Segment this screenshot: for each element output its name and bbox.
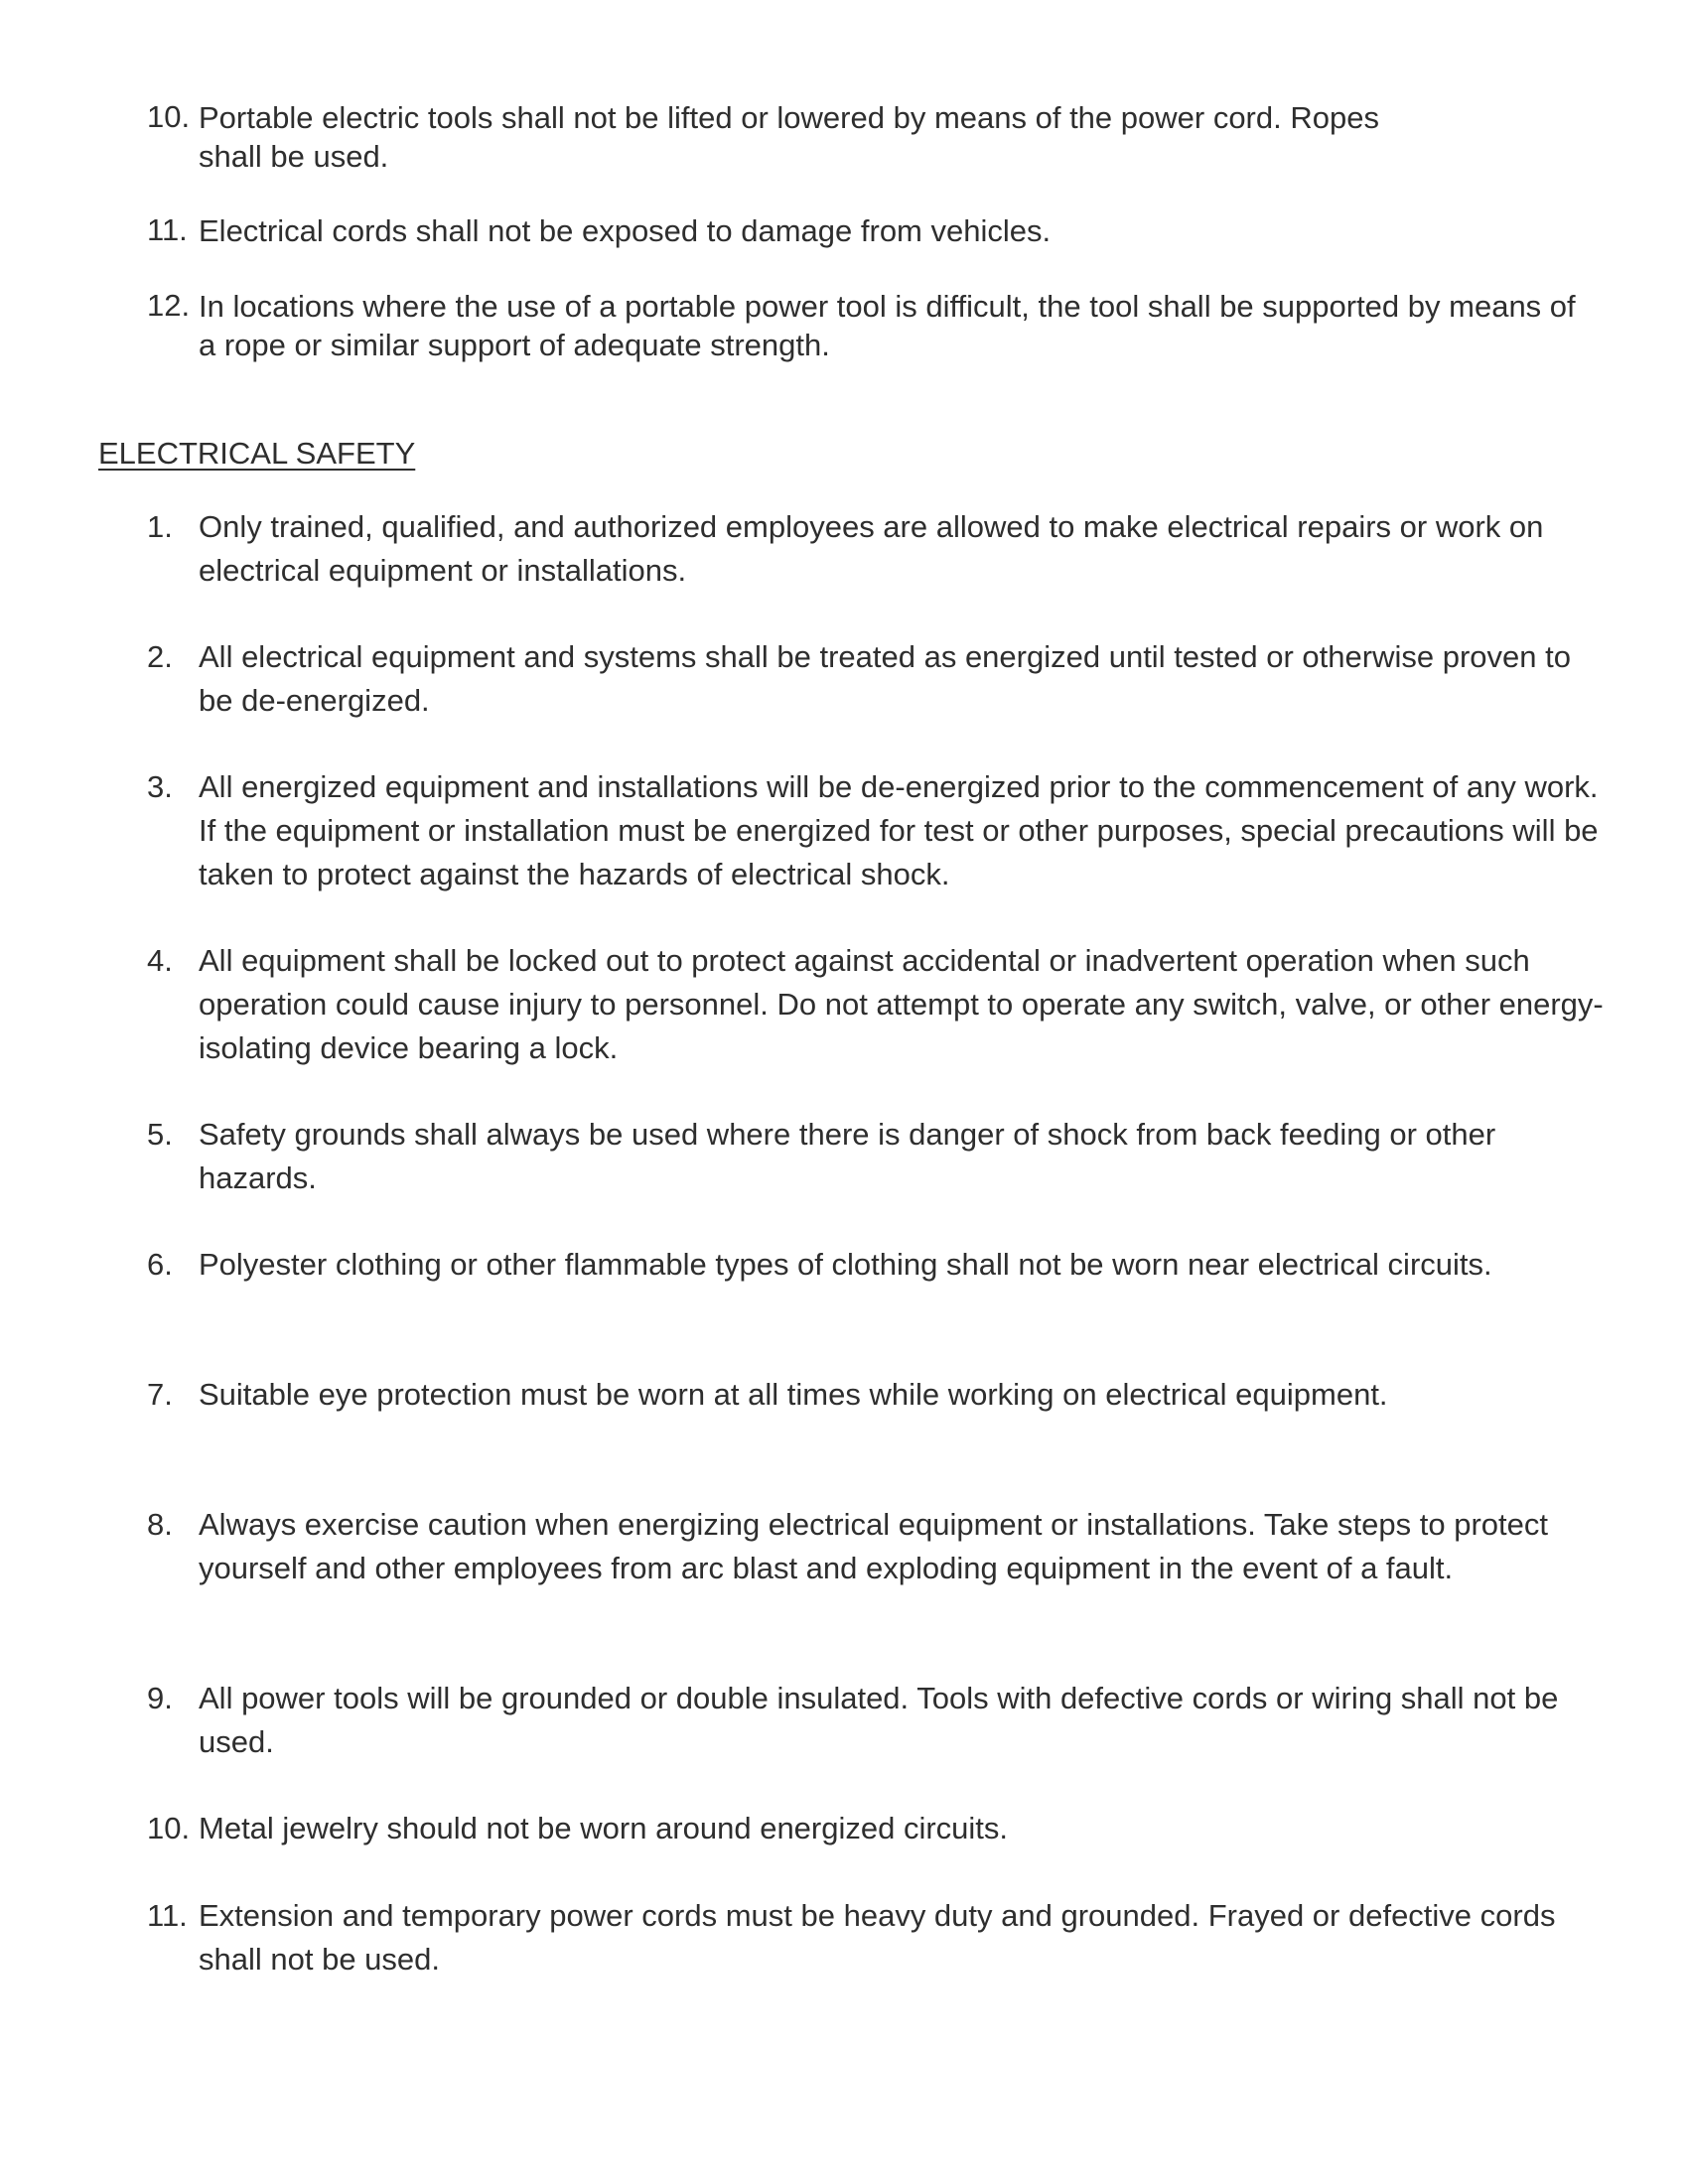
list-number: 9. [147, 1681, 173, 1715]
list-number: 8. [147, 1507, 173, 1542]
list-text: Electrical cords shall not be exposed to damage from vehicles. [199, 213, 1052, 248]
list-item [147, 1113, 1597, 1200]
list-item [147, 1503, 1597, 1590]
list-item [147, 287, 1597, 364]
list-item [147, 1807, 1597, 1850]
list-number: 10. [147, 1811, 191, 1845]
list-text: Metal jewelry should not be worn around energized circuits. [199, 1811, 1009, 1845]
list-item [147, 1243, 1597, 1287]
list-text: Only trained, qualified, and authorized employees are allowed to make electrical repairs or work on electrical equipment or installations. [199, 509, 1544, 588]
list-item [147, 1373, 1597, 1417]
list-item [147, 1894, 1597, 1981]
list-text: Extension and temporary power cords must be heavy duty and grounded. Frayed or defective cords shall not be used. [199, 1898, 1556, 1977]
list-text: Portable electric tools shall not be lifted or lowered by means of the power cord. Ropes shall be used. [199, 100, 1379, 174]
list-text: Suitable eye protection must be worn at all times while working on electrical equipment. [199, 1377, 1388, 1412]
list-item [147, 765, 1597, 896]
list-number: 12. [147, 288, 191, 323]
list-text: Polyester clothing or other flammable types of clothing shall not be worn near electrical circuits. [199, 1247, 1492, 1282]
list-item [147, 939, 1604, 1070]
list-number: 3. [147, 769, 173, 804]
list-item [147, 635, 1597, 723]
list-item [147, 98, 1597, 176]
list-number: 5. [147, 1117, 173, 1152]
list-number: 4. [147, 943, 173, 978]
list-number: 11. [147, 1898, 188, 1933]
list-number: 1. [147, 509, 173, 544]
list-text: All power tools will be grounded or double insulated. Tools with defective cords or wiring shall not be used. [199, 1681, 1559, 1759]
section-heading: ELECTRICAL SAFETY [98, 436, 416, 471]
list-text: Safety grounds shall always be used where there is danger of shock from back feeding or other hazards. [199, 1117, 1496, 1195]
list-item [147, 1677, 1597, 1764]
list-text: Always exercise caution when energizing electrical equipment or installations. Take steps to protect yourself and other employees from arc blast and exploding equipment in the event of a fault. [199, 1507, 1548, 1585]
list-item [147, 211, 1597, 250]
list-number: 2. [147, 639, 173, 674]
list-text: All electrical equipment and systems shall be treated as energized until tested or otherwise proven to be de-energized. [199, 639, 1571, 718]
list-text: All energized equipment and installations will be de-energized prior to the commencement of any work. If the equipment or installation must be energized for test or other purposes, special precautions will be taken to protect against the hazards of electrical shock. [199, 769, 1599, 891]
list-text: All equipment shall be locked out to protect against accidental or inadvertent operation when such operation could cause injury to personnel. Do not attempt to operate any switch, valve, or other energy-isolating device bearing a lock. [199, 943, 1604, 1065]
list-number: 6. [147, 1247, 173, 1282]
list-number: 7. [147, 1377, 173, 1412]
list-number: 10. [147, 99, 191, 134]
list-number: 11. [147, 212, 188, 247]
list-text: In locations where the use of a portable power tool is difficult, the tool shall be supported by means of a rope or similar support of adequate strength. [199, 289, 1576, 362]
list-item [147, 505, 1597, 593]
